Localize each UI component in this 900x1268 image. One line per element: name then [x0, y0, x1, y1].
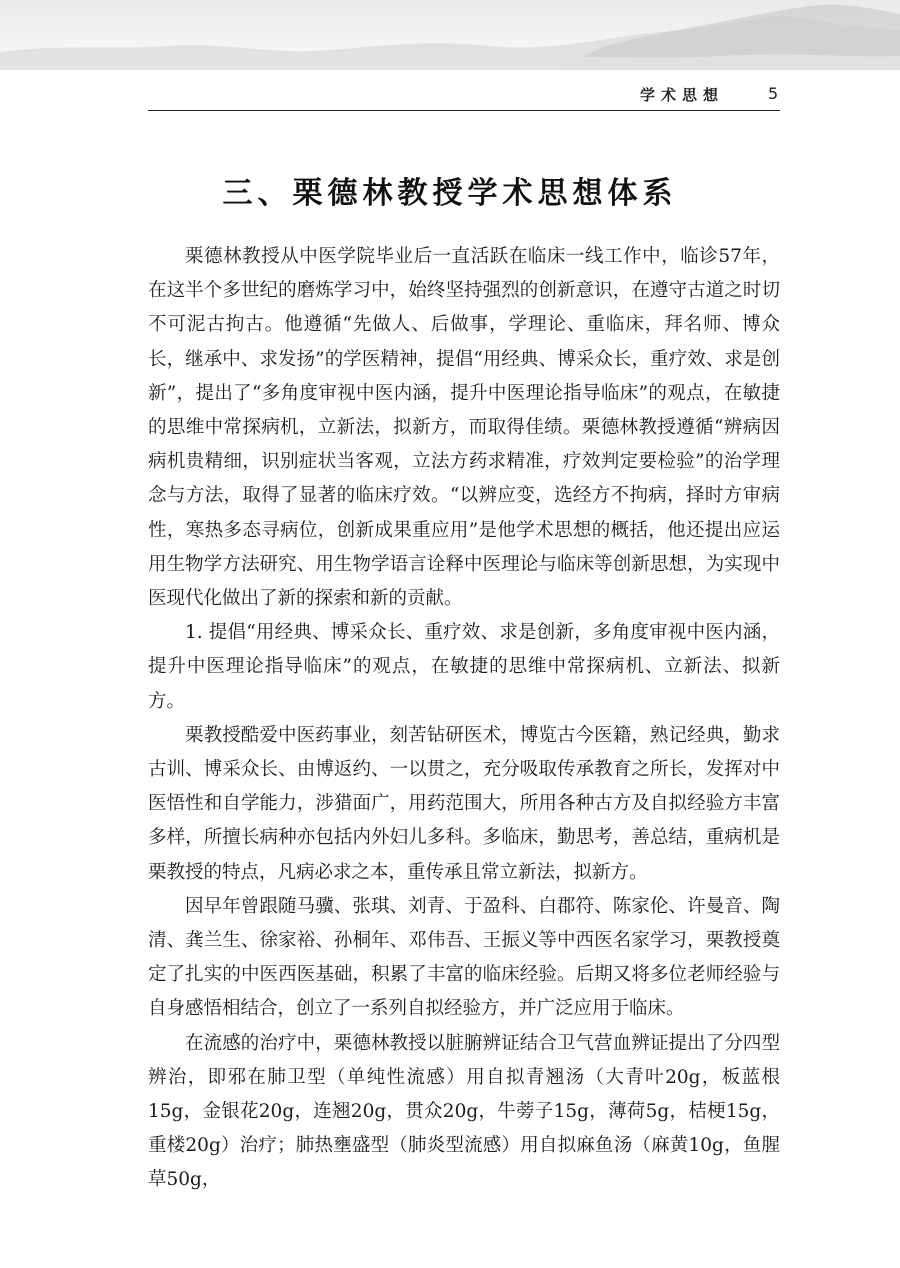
header-rule — [148, 110, 780, 111]
paragraph: 在流感的治疗中，栗德林教授以脏腑辨证结合卫气营血辨证提出了分四型辨治，即邪在肺卫型（单纯性流感）用自拟青翘汤（大青叶20g，板蓝根15g，金银花20g，连翘20g，贯众20g，牛蒡子15g，薄荷5g，桔梗15g，重楼20g）治疗；肺热壅盛型（肺炎型流感）用自拟麻鱼汤（麻黄10g，鱼腥草50g， — [148, 1032, 780, 1191]
paragraph: 1. 提倡“用经典、博采众长、重疗效、求是创新，多角度审视中医内涵，提升中医理论指导临床”的观点，在敏捷的思维中常探病机、立新法、拟新方。 — [148, 622, 780, 712]
paragraph: 栗德林教授从中医学院毕业后一直活跃在临床一线工作中，临诊57年，在这半个多世纪的磨炼学习中，始终坚持强烈的创新意识，在遵守古道之时切不可泥古拘古。他遵循“先做人、后做事，学理论、重临床，拜名师、博众长，继承中、求发扬”的学医精神，提倡“用经典、博采众长，重疗效、求是创新”，提出了“多角度审视中医内涵，提升中医理论指导临床”的观点，在敏捷的思维中常探病机，立新法，拟新方，而取得佳绩。栗德林教授遵循“辨病因病机贵精细，识别症状当客观，立法方药求精准，疗效判定要检验”的治学理念与方法，取得了显著的临床疗效。“以辨应变，选经方不拘病，择时方审病性，寒热多态寻病位，创新成果重应用”是他学术思想的概括，他还提出应运用生物学方法研究、用生物学语言诠释中医理论与临床等创新思想，为实现中医现代化做出了新的探索和新的贡献。 — [148, 246, 780, 610]
page-number: 5 — [768, 84, 779, 103]
section-title: 三、栗德林教授学术思想体系 — [222, 176, 678, 211]
body-text — [148, 240, 780, 1198]
paragraph: 因早年曾跟随马骥、张琪、刘青、于盈科、白郡符、陈家伦、许曼音、陶清、龚兰生、徐家裕、孙桐年、邓伟吾、王振义等中西医名家学习，栗教授奠定了扎实的中医西医基础，积累了丰富的临床经验。后期又将多位老师经验与自身感悟相结合，创立了一系列自拟经验方，并广泛应用于临床。 — [148, 895, 780, 1020]
mountain-landscape-image — [0, 0, 900, 70]
paragraph: 栗教授酷爱中医药事业，刻苦钻研医术，博览古今医籍，熟记经典，勤求古训、博采众长、由博返约、一以贯之，充分吸取传承教育之所长，发挥对中医悟性和自学能力，涉猎面广，用药范围大，所用各种古方及自拟经验方丰富多样，所擅长病种亦包括内外妇儿多科。多临床，勤思考，善总结，重病机是栗教授的特点，凡病必求之本，重传承且常立新法，拟新方。 — [148, 724, 780, 883]
decorative-mountain-banner — [0, 0, 900, 70]
running-title: 学术思想 — [639, 86, 724, 104]
